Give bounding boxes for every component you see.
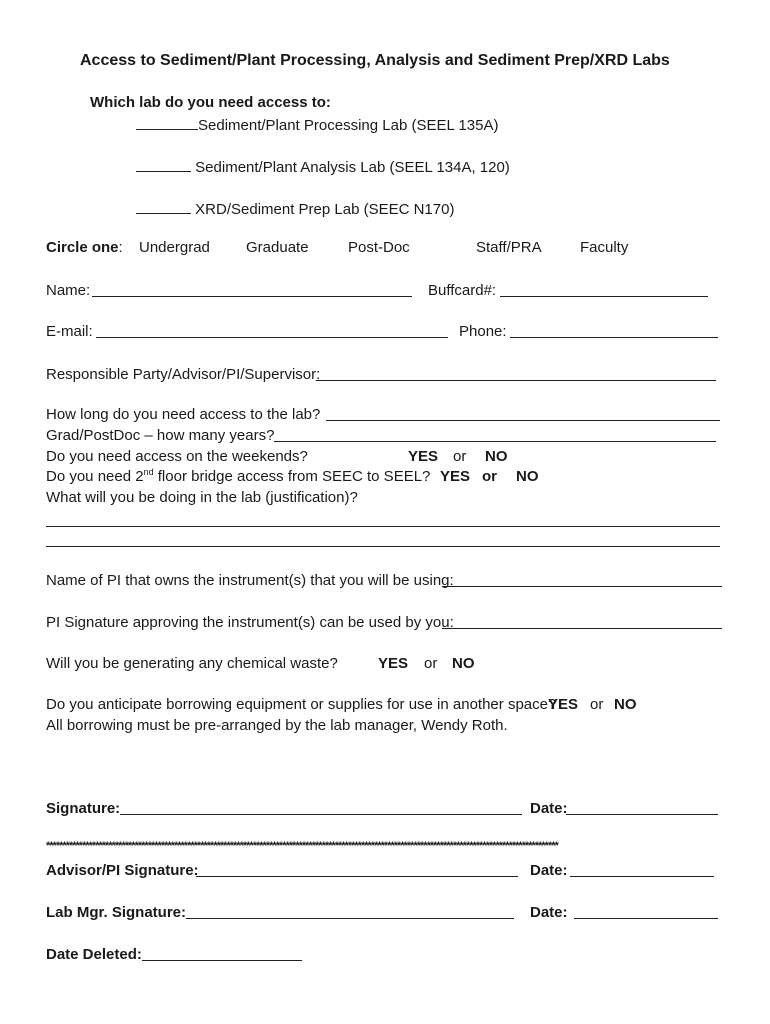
weekends-or: or: [453, 448, 467, 465]
borrowing-note: All borrowing must be pre-arranged by the lab manager, Wendy Roth.: [46, 717, 508, 734]
lab-mgr-date-label: Date:: [530, 904, 568, 921]
responsible-party-field[interactable]: [316, 380, 716, 381]
buffcard-label: Buffcard#:: [428, 282, 497, 299]
lab-option-analysis[interactable]: [136, 157, 510, 177]
responsible-party-label: Responsible Party/Advisor/PI/Supervisor:: [46, 366, 321, 383]
borrowing-yes[interactable]: YES: [548, 696, 579, 713]
grad-years-field[interactable]: [274, 441, 716, 442]
lab-option-label: Sediment/Plant Processing Lab (SEEL 135A): [198, 117, 499, 134]
borrowing-or: or: [590, 696, 604, 713]
bridge-no[interactable]: NO: [516, 468, 539, 485]
lab-mgr-signature-field[interactable]: [186, 918, 514, 919]
signature-label: Signature:: [46, 800, 121, 817]
advisor-signature-field[interactable]: [196, 876, 518, 877]
status-faculty[interactable]: Faculty: [580, 239, 629, 256]
lab-option-blank[interactable]: [136, 157, 191, 172]
email-field[interactable]: [96, 337, 448, 338]
how-long-label: How long do you need access to the lab?: [46, 406, 321, 423]
lab-option-blank[interactable]: [136, 115, 198, 130]
pi-signature-field[interactable]: [442, 628, 722, 629]
lab-option-xrd[interactable]: [136, 199, 454, 219]
email-label: E-mail:: [46, 323, 93, 340]
pi-signature-label: PI Signature approving the instrument(s) can be used by you:: [46, 614, 454, 631]
advisor-signature-label: Advisor/PI Signature:: [46, 862, 199, 879]
separator: ************************************************************************************************************************************************************: [46, 840, 558, 852]
circle-one-label: Circle one:: [46, 239, 123, 256]
form-title: Access to Sediment/Plant Processing, Analysis and Sediment Prep/XRD Labs: [80, 52, 670, 69]
phone-field[interactable]: [510, 337, 718, 338]
borrowing-no[interactable]: NO: [614, 696, 637, 713]
signature-field[interactable]: [120, 814, 522, 815]
pi-owner-field[interactable]: [442, 586, 722, 587]
signature-date-label: Date:: [530, 800, 568, 817]
status-undergrad[interactable]: Undergrad: [139, 239, 210, 256]
advisor-date-field[interactable]: [570, 876, 714, 877]
bridge-label: Do you need 2nd floor bridge access from SEEC to SEEL?: [46, 467, 431, 485]
justification-label: What will you be doing in the lab (justification)?: [46, 489, 358, 506]
date-deleted-field[interactable]: [142, 960, 302, 961]
chem-waste-or: or: [424, 655, 438, 672]
pi-owner-label: Name of PI that owns the instrument(s) that you will be using:: [46, 572, 454, 589]
justification-field-line-2[interactable]: [46, 546, 720, 547]
how-long-field[interactable]: [326, 420, 720, 421]
phone-label: Phone:: [459, 323, 507, 340]
advisor-date-label: Date:: [530, 862, 568, 879]
status-postdoc[interactable]: Post-Doc: [348, 239, 410, 256]
grad-years-label: Grad/PostDoc – how many years?: [46, 427, 275, 444]
weekends-label: Do you need access on the weekends?: [46, 448, 308, 465]
which-lab-prompt: Which lab do you need access to:: [90, 94, 331, 111]
chem-waste-no[interactable]: NO: [452, 655, 475, 672]
bridge-yes[interactable]: YES: [440, 468, 471, 485]
date-deleted-label: Date Deleted:: [46, 946, 142, 963]
lab-option-label: XRD/Sediment Prep Lab (SEEC N170): [195, 201, 455, 218]
signature-date-field[interactable]: [566, 814, 718, 815]
chem-waste-label: Will you be generating any chemical waste?: [46, 655, 338, 672]
weekends-yes[interactable]: YES: [408, 448, 439, 465]
lab-option-label: Sediment/Plant Analysis Lab (SEEL 134A, 120): [195, 159, 510, 176]
bridge-or: or: [482, 468, 497, 485]
weekends-no[interactable]: NO: [485, 448, 508, 465]
justification-field-line-1[interactable]: [46, 526, 720, 527]
lab-mgr-date-field[interactable]: [574, 918, 718, 919]
buffcard-field[interactable]: [500, 296, 708, 297]
borrowing-label: Do you anticipate borrowing equipment or supplies for use in another space?: [46, 696, 557, 713]
name-field[interactable]: [92, 296, 412, 297]
lab-option-blank[interactable]: [136, 199, 191, 214]
name-label: Name:: [46, 282, 91, 299]
chem-waste-yes[interactable]: YES: [378, 655, 409, 672]
lab-option-processing[interactable]: [136, 115, 498, 135]
status-staff-pra[interactable]: Staff/PRA: [476, 239, 542, 256]
status-graduate[interactable]: Graduate: [246, 239, 309, 256]
lab-mgr-signature-label: Lab Mgr. Signature:: [46, 904, 187, 921]
